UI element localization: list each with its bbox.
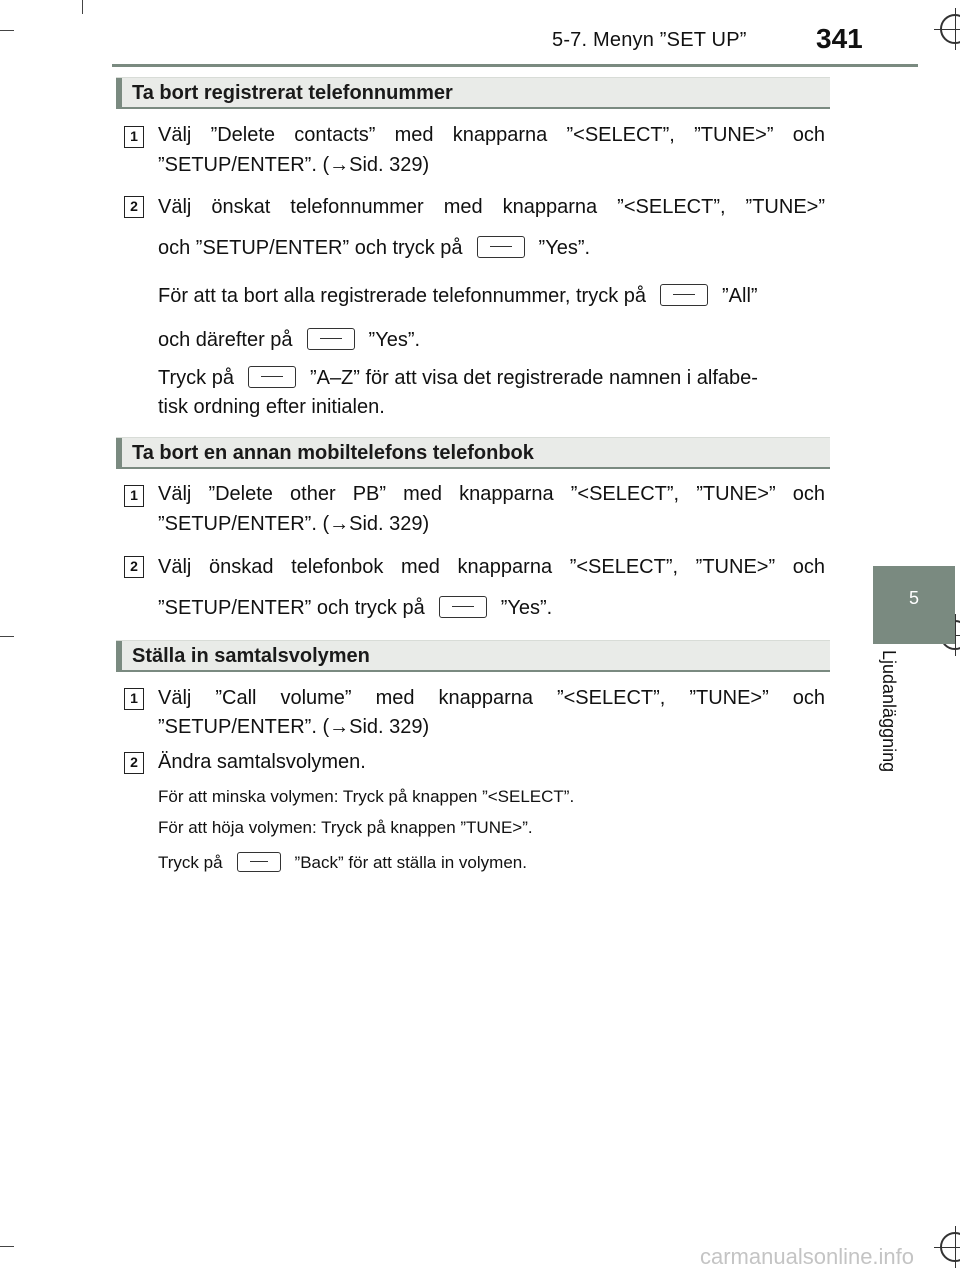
registration-mark-icon [940, 1232, 960, 1262]
step-badge: 1 [124, 126, 144, 148]
key-button-icon [660, 284, 708, 306]
step-text: ”SETUP/ENTER” och tryck på [158, 597, 425, 619]
note-line [158, 851, 527, 875]
note-line [158, 282, 758, 310]
step-badge: 1 [124, 688, 144, 710]
section-heading [116, 77, 830, 109]
step-text: ”Yes”. [538, 237, 591, 259]
step-text-line [158, 234, 590, 262]
header-rule [112, 64, 918, 67]
step-text: och ”SETUP/ENTER” och tryck på [158, 237, 463, 259]
crop-mark [0, 1246, 14, 1247]
key-button-icon [237, 852, 281, 872]
key-button-icon [477, 236, 525, 258]
step-badge: 2 [124, 752, 144, 774]
section-title: Ta bort registrerat telefonnummer [132, 82, 453, 104]
step-text: Ändra samtalsvolymen. [158, 751, 366, 773]
key-button-icon [248, 366, 296, 388]
note-line [158, 326, 420, 354]
step-text: ”Yes”. [500, 597, 553, 619]
key-button-icon [439, 596, 487, 618]
note-text: Tryck på [158, 853, 223, 872]
registration-mark-icon [940, 14, 960, 44]
step-text: Välj ”Delete contacts” med knapparna ”<SELECT”, ”TUNE>” och [158, 124, 825, 146]
step-text: Välj önskat telefonnummer med knapparna ”<SELECT”, ”TUNE>” [158, 196, 825, 218]
section-heading [116, 640, 830, 672]
note-text: och därefter på [158, 329, 293, 351]
crop-mark [0, 30, 14, 31]
step-text: ”SETUP/ENTER”. (→Sid. 329) [158, 716, 430, 738]
chapter-label: Ljudanläggning [879, 650, 899, 773]
note-line [158, 364, 758, 392]
section-heading [116, 437, 830, 469]
key-button-icon [307, 328, 355, 350]
page-number: 341 [816, 23, 863, 54]
chapter-number: 5 [908, 588, 919, 608]
note-text: ”A–Z” för att visa det registrerade namnen i alfabe- [309, 367, 758, 389]
step-text: ”SETUP/ENTER”. (→Sid. 329) [158, 513, 430, 535]
crop-mark [0, 636, 14, 637]
step-text: Välj ”Call volume” med knapparna ”<SELECT”, ”TUNE>” och [158, 687, 825, 709]
step-badge: 2 [124, 556, 144, 578]
crop-mark [82, 0, 83, 14]
header-subtitle: 5-7. Menyn ”SET UP” [552, 29, 747, 51]
note-text: ”All” [722, 285, 758, 307]
step-text-line [158, 594, 552, 622]
note-text: tisk ordning efter initialen. [158, 396, 385, 418]
watermark: carmanualsonline.info [700, 1244, 915, 1269]
section-title: Ställa in samtalsvolymen [132, 645, 370, 667]
section-title: Ta bort en annan mobiltelefons telefonbok [132, 442, 534, 464]
note-text: Tryck på [158, 367, 234, 389]
note-text: ”Yes”. [368, 329, 421, 351]
step-text: Välj önskad telefonbok med knapparna ”<SELECT”, ”TUNE>” och [158, 556, 825, 578]
step-text: ”SETUP/ENTER”. (→Sid. 329) [158, 154, 430, 176]
note-text: ”Back” för att ställa in volymen. [294, 853, 527, 872]
note-text: För att höja volymen: Tryck på knappen ”TUNE>”. [158, 818, 533, 837]
step-badge: 2 [124, 196, 144, 218]
note-text: För att minska volymen: Tryck på knappen ”<SELECT”. [158, 787, 575, 806]
step-text: Välj ”Delete other PB” med knapparna ”<SELECT”, ”TUNE>” och [158, 483, 825, 505]
chapter-tab [873, 566, 955, 644]
step-badge: 1 [124, 485, 144, 507]
note-text: För att ta bort alla registrerade telefonnummer, tryck på [158, 285, 646, 307]
